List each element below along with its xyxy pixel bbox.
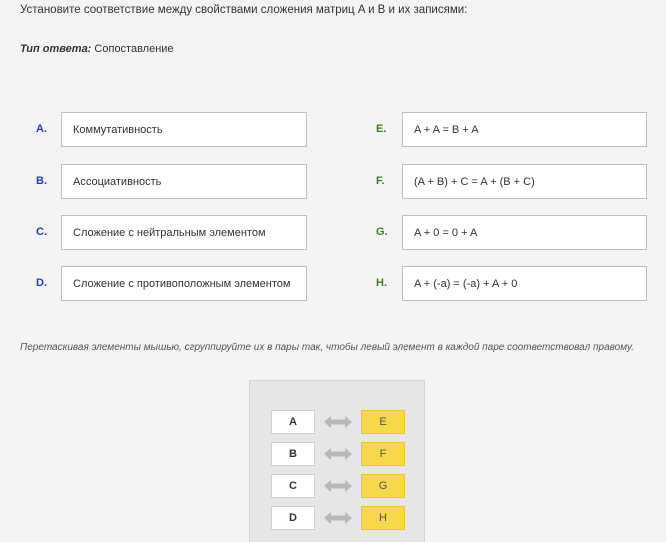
- pair-right-g[interactable]: G: [361, 474, 405, 498]
- right-letter-g: G.: [376, 226, 388, 238]
- pair-left-c[interactable]: C: [271, 474, 315, 498]
- left-letter-b: B.: [36, 175, 47, 187]
- left-letter-a: A.: [36, 123, 47, 135]
- pair-left-a[interactable]: A: [271, 410, 315, 434]
- right-letter-f: F.: [376, 175, 385, 187]
- answer-type: [20, 43, 174, 55]
- left-item-c-text: Сложение с нейтральным элементом: [73, 226, 266, 239]
- answer-type-label: Тип ответа:: [20, 43, 92, 55]
- right-letter-e: E.: [376, 123, 387, 135]
- double-arrow-icon: [322, 410, 354, 434]
- pair-right-h[interactable]: H: [361, 506, 405, 530]
- right-item-h: [402, 266, 647, 301]
- right-item-f: [402, 164, 647, 199]
- left-item-b: [61, 164, 307, 199]
- right-item-e: [402, 112, 647, 147]
- double-arrow-icon: [322, 442, 354, 466]
- left-item-c: [61, 215, 307, 250]
- left-item-a: [61, 112, 307, 147]
- pair-left-d[interactable]: D: [271, 506, 315, 530]
- left-letter-c: C.: [36, 226, 47, 238]
- answer-type-value: Сопоставление: [94, 43, 174, 55]
- right-item-g-text: A + 0 = 0 + A: [414, 226, 478, 239]
- right-item-g: [402, 215, 647, 250]
- left-item-a-text: Коммутативность: [73, 123, 163, 136]
- right-letter-h: H.: [376, 277, 387, 289]
- instruction-text: Перетаскивая элементы мышью, сгруппируйте их в пары так, чтобы левый элемент в каждой паре соответствовал правому.: [20, 342, 635, 353]
- pair-right-f[interactable]: F: [361, 442, 405, 466]
- left-letter-d: D.: [36, 277, 47, 289]
- left-item-b-text: Ассоциативность: [73, 175, 162, 188]
- left-item-d: [61, 266, 307, 301]
- right-item-h-text: A + (-a) = (-a) + A + 0: [414, 277, 518, 290]
- left-item-d-text: Сложение с противоположным элементом: [73, 277, 291, 290]
- double-arrow-icon: [322, 506, 354, 530]
- double-arrow-icon: [322, 474, 354, 498]
- pair-right-e[interactable]: E: [361, 410, 405, 434]
- right-item-e-text: A + A = B + A: [414, 123, 479, 136]
- question-text: Установите соответствие между свойствами сложения матриц A и B и их записями:: [20, 4, 468, 16]
- matching-panel: [249, 380, 425, 542]
- pair-left-b[interactable]: B: [271, 442, 315, 466]
- right-item-f-text: (A + B) + C = A + (B + C): [414, 175, 535, 188]
